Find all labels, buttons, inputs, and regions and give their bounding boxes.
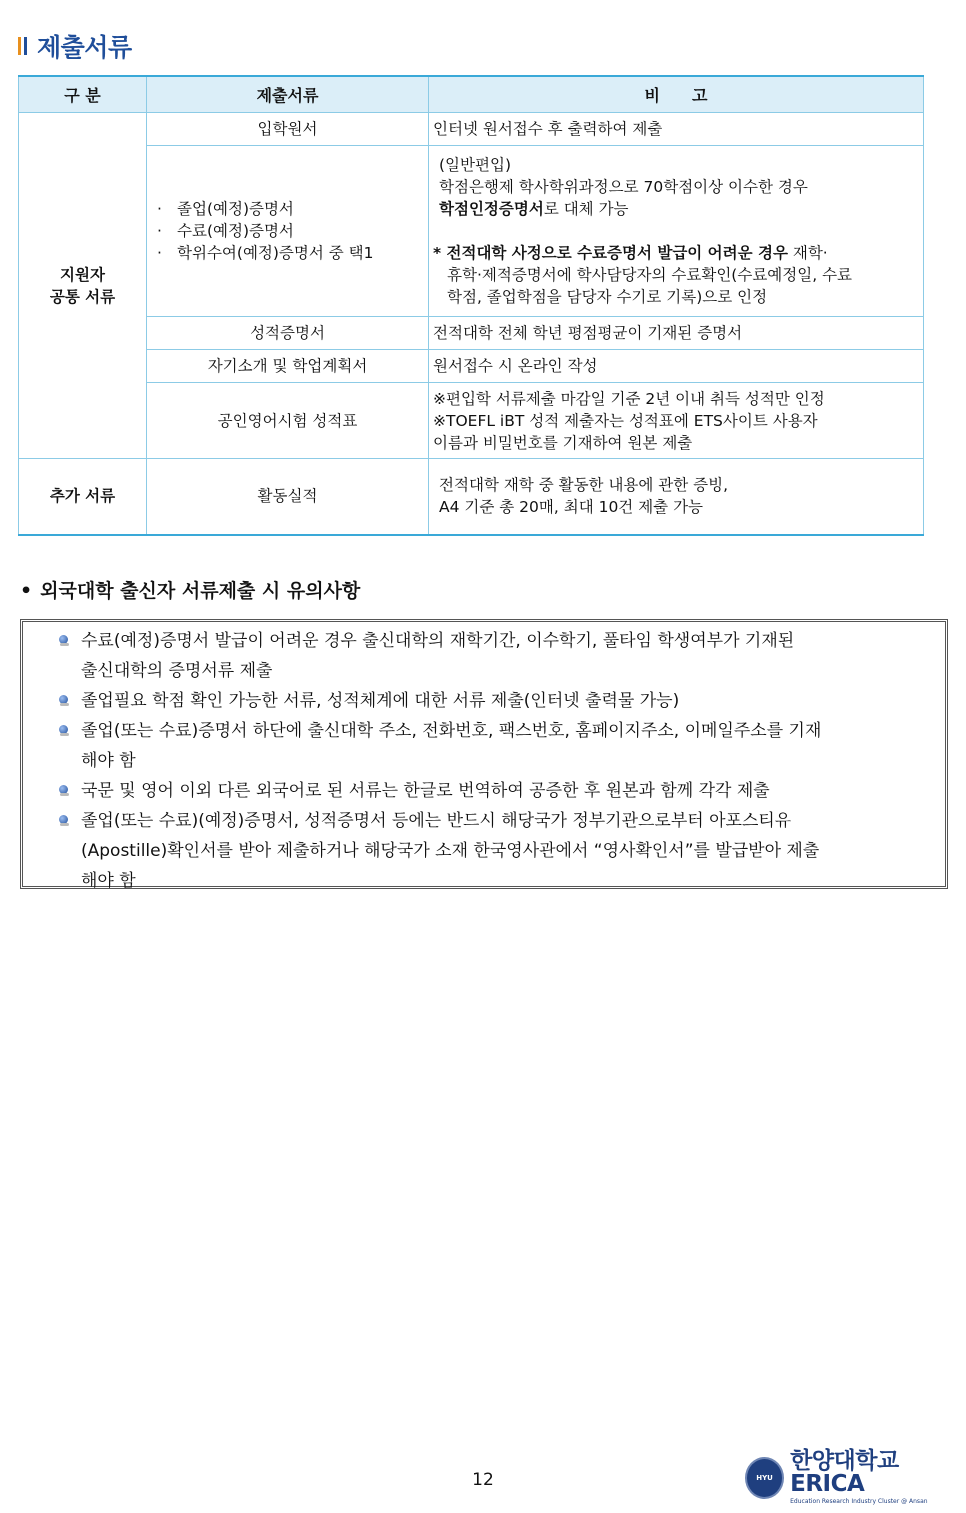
list-item: · 학위수여(예정)증명서 중 택1	[157, 242, 424, 264]
table-row	[19, 383, 924, 459]
note-cell: 전적대학 재학 중 활동한 내용에 관한 증빙, A4 기준 총 20매, 최대 10건 제출 가능	[429, 459, 924, 535]
bullet-icon	[59, 635, 68, 644]
bullet-icon	[59, 785, 68, 794]
bullet-icon	[59, 695, 68, 704]
doc-cell: 공인영어시험 성적표	[147, 383, 429, 459]
notice-box	[20, 619, 948, 889]
university-seal-icon: HYU	[745, 1457, 784, 1499]
documents-table	[18, 75, 924, 536]
logo-subtitle: Education Research Industry Cluster @ Ansan	[790, 1498, 928, 1505]
note-cell: (일반편입) 학점은행제 학사학위과정으로 70학점이상 이수한 경우 학점인정증명서로 대체 가능 * 전적대학 사정으로 수료증명서 발급이 어려운 경우 재학· 휴학·제적증명서에 학사담당자의 수료확인(수료예정일, 수료 학점, 졸업학점을 담당자 수기로 기록)으로 인정	[429, 146, 924, 317]
page-title: 제출서류	[37, 33, 132, 62]
table-row	[19, 459, 924, 535]
university-logo	[745, 1450, 966, 1505]
logo-name: 한양대학교 ERICA	[790, 1448, 899, 1497]
list-item: 졸업필요 학점 확인 가능한 서류, 성적체계에 대한 서류 제출(인터넷 출력물 가능)	[53, 686, 945, 716]
table-row	[19, 146, 924, 317]
list-item: 국문 및 영어 이외 다른 외국어로 된 서류는 한글로 번역하여 공증한 후 원본과 함께 각각 제출	[53, 776, 945, 806]
header-remarks: 비 고	[429, 76, 924, 113]
notice-list	[23, 626, 945, 896]
group-common-label: 지원자 공통 서류	[19, 113, 147, 459]
header-documents: 제출서류	[147, 76, 429, 113]
table-header-row	[19, 76, 924, 113]
doc-cell: 입학원서	[147, 113, 429, 146]
doc-cell: 활동실적	[147, 459, 429, 535]
notice-heading: • 외국대학 출신자 서류제출 시 유의사항	[20, 580, 361, 602]
list-item: · 수료(예정)증명서	[157, 220, 424, 242]
table-row	[19, 350, 924, 383]
bullet-icon	[59, 725, 68, 734]
table-row	[19, 113, 924, 146]
bullet-icon: •	[20, 580, 33, 602]
bullet-icon	[59, 815, 68, 824]
group-extra-label: 추가 서류	[19, 459, 147, 535]
doc-list	[151, 198, 424, 264]
note-cell: 원서접수 시 온라인 작성	[429, 350, 924, 383]
header-category: 구 분	[19, 76, 147, 113]
title-marker-icon	[18, 37, 27, 55]
note-cell: 인터넷 원서접수 후 출력하여 제출	[429, 113, 924, 146]
section-title	[18, 28, 132, 64]
note-cell: 전적대학 전체 학년 평점평균이 기재된 증명서	[429, 317, 924, 350]
table-row	[19, 317, 924, 350]
doc-cell	[147, 146, 429, 317]
doc-cell: 성적증명서	[147, 317, 429, 350]
list-item: · 졸업(예정)증명서	[157, 198, 424, 220]
page-number: 12	[472, 1470, 494, 1490]
list-item: 졸업(또는 수료)(예정)증명서, 성적증명서 등에는 반드시 해당국가 정부기관으로부터 아포스티유 (Apostille)확인서를 받아 제출하거나 해당국가 소재 한국영사관에서 “영사확인서”를 발급받아 제출 해야 함	[53, 806, 945, 896]
list-item: 수료(예정)증명서 발급이 어려운 경우 출신대학의 재학기간, 이수학기, 풀타임 학생여부가 기재된 출신대학의 증명서류 제출	[53, 626, 945, 686]
doc-cell: 자기소개 및 학업계획서	[147, 350, 429, 383]
list-item: 졸업(또는 수료)증명서 하단에 출신대학 주소, 전화번호, 팩스번호, 홈페이지주소, 이메일주소를 기재 해야 함	[53, 716, 945, 776]
note-cell: ※편입학 서류제출 마감일 기준 2년 이내 취득 성적만 인정 ※TOEFL iBT 성적 제출자는 성적표에 ETS사이트 사용자 이름과 비밀번호를 기재하여 원본 제출	[429, 383, 924, 459]
